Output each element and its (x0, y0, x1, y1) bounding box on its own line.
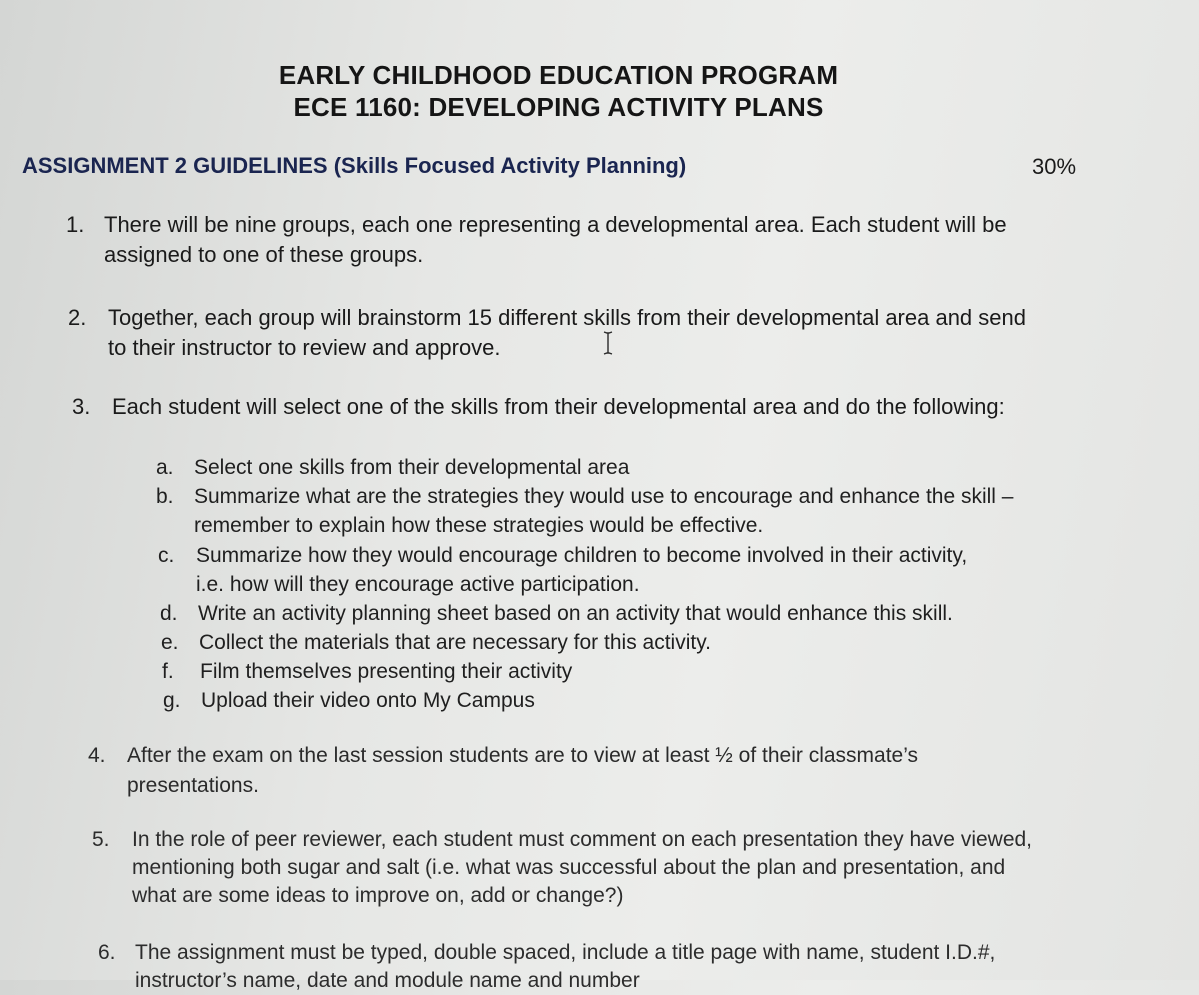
sub-list-item-text: Write an activity planning sheet based on an activity that would enhance this skill. (198, 602, 953, 625)
program-title: EARLY CHILDHOOD EDUCATION PROGRAM (278, 60, 839, 90)
sub-list-item-text: Collect the materials that are necessary for this activity. (199, 631, 711, 654)
sub-list-item-letter: f. (162, 660, 174, 683)
assignment-heading (22, 153, 686, 179)
list-item-number: 3. (72, 394, 91, 419)
list-item-text: In the role of peer reviewer, each student must comment on each presentation they have viewed, mentioning both sugar and salt (i.e. what was successful about the plan and presentation, and what are some ideas to improve on, add or change?) (132, 828, 1033, 907)
sub-list-item-text: Film themselves presenting their activity (200, 660, 573, 683)
assignment-heading-subtitle: (Skills Focused Activity Planning) (333, 153, 687, 178)
sub-list-item-text: Summarize what are the strategies they would use to encourage and enhance the skill – remember to explain how these strategies would be effective. (194, 485, 1014, 537)
course-title: ECE 1160: DEVELOPING ACTIVITY PLANS (293, 92, 824, 122)
sub-list-item-letter: e. (161, 631, 179, 654)
assignment-heading-title: ASSIGNMENT 2 GUIDELINES (22, 153, 328, 178)
sub-list-item-text: Select one skills from their developmental area (194, 456, 630, 479)
list-item-text: Each student will select one of the skills from their developmental area and do the following: (112, 394, 1005, 419)
list-item-text: The assignment must be typed, double spaced, include a title page with name, student I.D.#, instructor’s name, date and module name and number (135, 941, 996, 992)
sub-list-item-text: Summarize how they would encourage children to become involved in their activity, i.e. how will they encourage active participation. (196, 544, 968, 596)
sub-list-item-letter: a. (156, 456, 174, 479)
list-item-number: 1. (66, 212, 85, 237)
assignment-weight: 30% (1032, 154, 1077, 179)
text-cursor-icon (603, 331, 613, 355)
list-item-text: Together, each group will brainstorm 15 different skills from their developmental area and send to their instructor to review and approve. (108, 305, 1026, 360)
list-item-number: 5. (92, 828, 110, 851)
sub-list-item-text: Upload their video onto My Campus (201, 689, 535, 712)
sub-list-item-letter: b. (156, 485, 174, 508)
sub-list-item-letter: c. (158, 544, 175, 567)
list-item-text: After the exam on the last session students are to view at least ½ of their classmate’s presentations. (127, 744, 919, 797)
list-item-number: 2. (68, 305, 87, 330)
sub-list-item-letter: d. (160, 602, 178, 625)
list-item-number: 4. (88, 744, 106, 767)
sub-list-item-letter: g. (163, 689, 181, 712)
list-item-number: 6. (98, 941, 116, 964)
list-item-text: There will be nine groups, each one representing a developmental area. Each student will be assigned to one of these groups. (104, 212, 1007, 267)
